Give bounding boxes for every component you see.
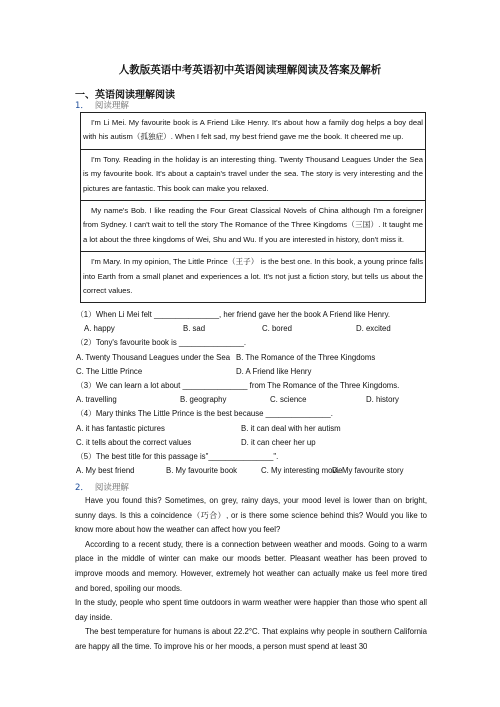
option-d[interactable]: D. My favourite story — [332, 466, 404, 476]
question-1-label: 阅读理解 — [94, 101, 129, 111]
option-d[interactable]: D. it can cheer her up — [241, 437, 316, 447]
option-d[interactable]: D. A Friend like Henry — [236, 366, 312, 376]
question-2-label: 阅读理解 — [94, 483, 129, 493]
option-d[interactable]: D. excited — [356, 324, 391, 334]
question-2-passage — [75, 494, 427, 655]
paragraph: Have you found this? Sometimes, on grey, rainy days, your mood level is lower than on bright, sunny days. Is this a coincidence（巧合）, or is there some science behind this? Would you like to know more about how the weather can affect how you feel? — [75, 496, 427, 535]
option-a[interactable]: A. travelling — [76, 395, 117, 405]
passage-bob: My name's Bob. I like reading the Four Great Classical Novels of China although I'm a foreigner from Sydney. I can't wait to tell the story The Romance of the Three Kingdoms（三国）. It taught me a lot about the three kingdoms of Wei, Shu and Wu. If you are interested in history, don't miss it. — [81, 201, 425, 252]
option-c[interactable]: C. it tells about the correct values — [76, 437, 192, 447]
passage-li-mei: I'm Li Mei. My favourite book is A Friend Like Henry. It's about how a family dog helps a boy deal with his autism（孤独症）. When I felt sad, my best friend gave me the book. It cheered me up. — [81, 113, 425, 150]
option-a[interactable]: A. happy — [84, 324, 115, 334]
option-c[interactable]: C. bored — [262, 324, 292, 334]
option-b[interactable]: B. My favourite book — [166, 466, 238, 476]
option-b[interactable]: B. geography — [180, 395, 227, 405]
question-stem: （2）Tony's favourite book is _______________. — [76, 338, 247, 348]
option-row — [76, 422, 428, 436]
option-c[interactable]: C. My interesting movie — [261, 466, 343, 476]
question-stem: （4）Mary thinks The Little Prince is the best because _______________. — [76, 409, 333, 419]
question-2-header — [75, 481, 129, 493]
option-a[interactable]: A. Twenty Thousand Leagues under the Sea — [76, 352, 231, 362]
passage-table — [80, 112, 426, 303]
question-stem: （1）When Li Mei felt _______________, her friend gave her the book A Friend like Henry. — [76, 310, 391, 319]
question-1-number: 1． — [75, 101, 89, 111]
option-row — [76, 464, 428, 478]
question-2-number: 2． — [75, 483, 89, 493]
option-row — [76, 351, 428, 365]
passage-tony: I'm Tony. Reading in the holiday is an interesting thing. Twenty Thousand Leagues Under the Sea is my favourite book. It's about a captain's travel under the sea. The story is very interesting and the pictures are fantastic. This book can make you relaxed. — [81, 150, 425, 201]
paragraph: According to a recent study, there is a connection between weather and moods. Going to a warm place in the middle of winter can make our moods better. Pleasant weather has been proved to improve moods and memory. However, extremely hot weather can actually make us feel more tired and bored, spoiling our moods. — [75, 539, 427, 593]
option-row — [76, 436, 428, 450]
option-b[interactable]: B. The Romance of the Three Kingdoms — [236, 352, 376, 362]
option-a[interactable]: A. it has fantastic pictures — [76, 423, 165, 433]
option-row — [76, 365, 428, 379]
option-a[interactable]: A. My best friend — [76, 466, 135, 476]
option-b[interactable]: B. sad — [183, 324, 206, 334]
option-d[interactable]: D. history — [366, 395, 399, 405]
passage-mary: I'm Mary. In my opinion, The Little Prince（王子） is the best one. In this book, a young prince falls into Earth from a small planet and experiences a lot. It's not just a fiction story, but tells us about the correct values. — [83, 257, 423, 296]
option-row — [76, 393, 428, 407]
section-heading: 一、英语阅读理解阅读 — [75, 90, 175, 101]
option-c[interactable]: C. science — [270, 395, 307, 405]
option-row — [76, 322, 428, 336]
question-stem: （3）We can learn a lot about _______________ from The Romance of the Three Kingdoms. — [76, 380, 400, 390]
question-1-items — [76, 308, 428, 478]
paragraph: The best temperature for humans is about 22.2°C. That explains why people in southern California are happy all the time. To improve his or her moods, a person must spend at least 30 — [75, 627, 427, 651]
document-title: 人教版英语中考英语初中英语阅读理解阅读及答案及解析 — [118, 64, 382, 76]
option-b[interactable]: B. it can deal with her autism — [241, 423, 341, 433]
question-stem: （5）The best title for this passage is"_______________". — [76, 451, 279, 461]
option-c[interactable]: C. The Little Prince — [76, 366, 143, 376]
paragraph: In the study, people who spent time outdoors in warm weather were happier than those who spent all day inside. — [75, 598, 427, 622]
question-1-header — [75, 99, 129, 111]
